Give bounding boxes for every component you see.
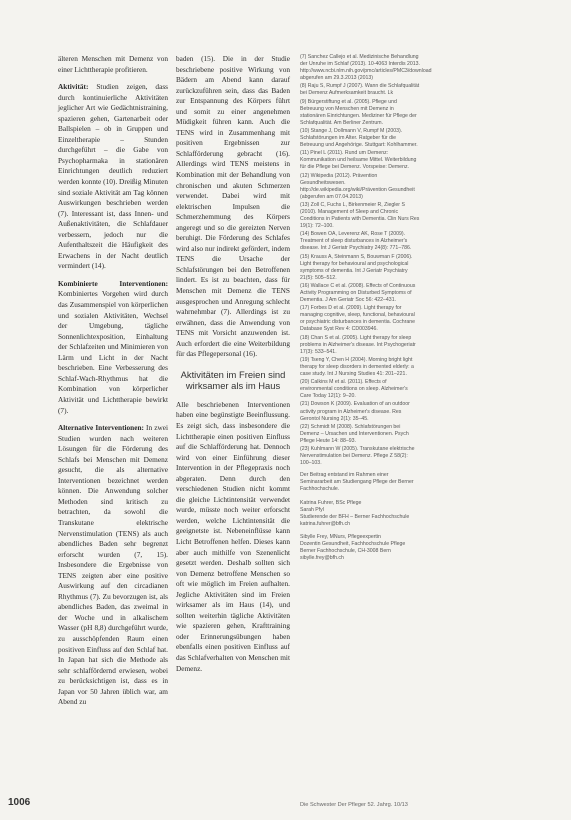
text-column-left (58, 54, 168, 708)
reference-item: (18) Chan S et al. (2005). Light therapy for sleep problems in Alzheimer's disease. Int Psychogeriatr 17(3): 533–541. (300, 334, 416, 355)
body-alternative: In zwei Studien wurden nach weiteren Lösungen für die Förderung des Schlafs bei Menschen mit Demenz gesucht, die als alternative Interventionen bezeichnet werden können. Die Anwendung solcher Methoden sind kritisch zu betrachten, da sowohl die Transkutane elektrische Nervenstimulation (TENS) als auch abendliches Baden sehr begrenzt erforscht wurden (7, 15). Insbesondere die Ergebnisse von TENS zeigten aber eine positive Auswirkung auf den circadianen Rhythmus (7). Zu bevorzugen ist, als abendliches Baden, das zweimal in der Woche und in alkalischem Wasser (pH 8,8) durchgeführt wurde, zu ausschöpfenden Raum einen positiven Einfluss auf den Schlaf hat. In Japan hat sich die Methode als sehr schlaffördernd erwiesen, wobei zu berücksichtigen ist, dass es in Japan vor 50 Jahren üblich war, am Abend zu (58, 423, 168, 707)
reference-item: (13) Zoll C, Fuchs L, Birkenmeier R, Ziegler S (2010). Management of Sleep and Chronic Conditions in Patients with Dementia. Clin Nurs Res 19(1): 72–100. (300, 201, 420, 230)
author-block: Katrina Fuhrer, BSc Pflege Sarah Pfyl Studierende der BFH – Berner Fachhochschule katrina.fuhrer@bfh.ch (300, 499, 410, 527)
lead-activity: Aktivität: (58, 82, 89, 92)
reference-item: (17) Forbes D et al. (2009). Light therapy for managing cognitive, sleep, functional, behavioural or psychiatric disturbances in dementia. Cochrane Database Syst Rev 4: CD003946. (300, 305, 416, 333)
author-block: Sibylle Frey, MNurs, Pflegeexpertin Dozentin Gesundheit, Fachhochschule Pflege Berner Fachhochschule, CH-3008 Bern sibylle.frey@bfh.ch (300, 533, 406, 562)
reference-item: (7) Sanchez Callejo et al. Medizinische Behandlung der Unruhe im Schlaf (2013). 10-4063 Interdis 2013. http://www.ncbi.nlm.nih.gov/pmc/articles/PMC3/download abgerufen am 29.3.2013 (2013) (300, 54, 432, 82)
paragraph-combined (58, 279, 168, 416)
reference-item: (11) Pinel L (2011). Rund um Demenz: Kommunikation und heilsame Mittel. Weiterbildung für die Pflege bei Demenz. Vorspeise: Demenz. (300, 150, 417, 171)
text-column-middle (176, 54, 290, 674)
paragraph-intro: älteren Menschen mit Demenz von einer Lichttherapie profitieren. (58, 54, 168, 74)
paragraph-alternative (58, 423, 168, 708)
lead-combined: Kombinierte Interventionen: (58, 278, 168, 288)
article-note: Der Beitrag entstand im Rahmen einer Seminararbeit am Studiengang Pflege der Berner Fachhochschule. (300, 472, 414, 493)
reference-item: (9) Bürgerstiftung et al. (2005). Pflege und Betreuung von Menschen mit Demenz in stationären Einrichtungen. Mediziner für Pflege der Schlafqualität. Am Berliner Zentrum. (300, 98, 417, 126)
reference-item: (8) Raju S, Rumpf J (2007). Wann die Schlafqualität bei Demenz Aufmerksamkeit braucht. Lk (300, 83, 420, 97)
reference-item: (10) Stange J, Dollmann V, Rumpf M (2003). Schlafstörungen im Alter. Ratgeber für die Betreuung und Angehörige. Stuttgart: Kohlhammer. (300, 127, 418, 149)
reference-item: (22) Schmidt M (2008). Schlafstörungen bei Demenz – Ursachen und Interventionen. Psych Pflege Heute 14: 88–93. (300, 423, 409, 444)
paragraph-activity (58, 82, 168, 272)
reference-list (300, 54, 432, 467)
reference-item: (23) Kuhlmann W (2005). Transkutane elektrische Nervenstimulation bei Demenz. Pflege Z 58(2): 100–103. (300, 445, 415, 467)
body-activity: Studien zeigen, dass durch kontinuierliche Aktivitäten jeglicher Art wie Gedächtnistraining, spazieren gehen, Gartenarbeit oder Ballspielen – ob in Gruppen und Einzeltherapie – Stunden durchgeführt – die Gabe von Psychopharmaka in stationären Einrichtungen deutlich reduziert werden konnte (10). Dreißig Minuten sind soziale Aktivität am Tag können Auswirkungen beschrieben werden (7). Interessant ist, dass Innen- und Außenaktivitäten, die Schlafdauer verbessern, jedoch nur die Aufenthaltszeit die Häufigkeit des Erwachens in der Nacht deutlich vermindert (14). (58, 82, 168, 271)
lead-alternative: Alternative Interventionen: (58, 423, 144, 433)
page-number: 1006 (8, 797, 31, 808)
body-combined: Kombiniertes Vorgehen wird durch das Zusammenspiel von körperlichen und sozialen Aktivitäten, Wechsel der Umgebung, tägliche Sonnenlichtexposition, Einhaltung der Schlafzeiten und Minimieren von Lärm und Licht in der Nacht beschrieben. Eine Verbesserung des Schlaf-Wach-Rhythmus hat die Kombination von körperlicher Aktivität und Lichttherapie bewirkt (7). (58, 289, 168, 415)
journal-footer: Die Schwester Der Pfleger 52. Jahrg. 10/13 (300, 802, 408, 808)
reference-item: (16) Wallace C et al. (2008). Effects of Continuous Activity Programming on Disturbed Symptoms of Dementia. J Am Geriatr Soc 56: 422–431. (300, 282, 416, 304)
reference-item: (12) Wikipedia (2012). Prävention Gesundheitswesen. http://de.wikipedia.org/wiki/Prävention Gesundheit (abgerufen am 07.04.2013) (300, 172, 415, 200)
reference-item: (20) Calkins M et al. (2011). Effects of environmental conditions on sleep. Alzheimer's Care Today 12(1): 9–20. (300, 379, 408, 400)
references-column (300, 54, 432, 562)
reference-item: (14) Bowen OA, Leverenz AK, Rose T (2009). Treatment of sleep disturbances in Alzheimer's disease. Int J Geriatr Psychiatry 24(8): 771–786. (300, 231, 412, 252)
reference-item: (19) Tseng Y, Chen H (2004). Morning bright light therapy for sleep disorders in demented elderly: a case study. Int J Nursing Studies 41: 201–221. (300, 356, 414, 378)
reference-item: (21) Dowson K (2009). Evaluation of an outdoor activity program in Alzheimer's disease. Res Gerontol Nursing 2(1): 35–45. (300, 401, 410, 422)
paragraph-outdoor: Alle beschriebenen Interventionen haben eine begünstigte Beeinflussung. Es zeigt sich, dass insbesondere die Lichttherapie einen positiven Einfluss auf die Schlafförderung hat. Dennoch wird von einer Einführung dieser Intervention in der Pflegepraxis noch abgeraten. Denn durch den verschiedenen Studien nicht kommt die gleiche Lichtintensität verwendet wurde, müsste noch weiter erforscht werden, welche Lichtintensität die geeignetste ist. Nebeneinflüsse kann Licht Betroffenen helfen. Dieses kann aber auch mithilfe von Szenenlicht gesetzt werden. Deshalb sollten sich von Demenz betroffene Menschen so oft wie möglich im Freien aufhalten. Jegliche Aktivitäten sind im Freien wirksamer als im Haus (14), und sollten weiterhin tägliche Aktivitäten wie spazieren gehen, Krafttraining oder Erinnerungsübungen haben ebenfalls einen positiven Einfluss auf das Schlafverhalten von Menschen mit Demenz. (176, 399, 290, 673)
reference-item: (15) Krauss A, Steinmann S, Bouwman F (2006). Light therapy for behavioural and psychological symptoms of dementia. Int J Geriatr Psychiatry 21(5): 505–512. (300, 253, 413, 281)
section-heading: Aktivitäten im Freien sind wirksamer als im Haus (180, 368, 286, 392)
paragraph-bathing: baden (15). Die in der Studie beschriebene positive Wirkung von Bädern am Abend kann darauf zurückzuführen sein, dass das Baden zur Entspannung des Körpers führt und somit zu einer angenehmen Müdigkeit führen kann. Auch die TENS wird in Zusammenhang mit positiven Ergebnissen zur Schlafförderung gebracht (16). Allerdings wird TENS meistens in Kombination mit der Behandlung von chronischen und akuten Schmerzen verwendet. Dabei wird mit elektrischen Impulsen die Schmerzhemmung des Körpers angeregt und so die gereizten Nerven beruhigt. Die Förderung des Schlafes wird also nur indirekt gefördert, indem TENS die Ursache der Schlafstörungen bei den Betroffenen lindert. Es ist zu beachten, dass für Menschen mit Demenz die TENS ausgesprochen und Anregung schlecht wahrnehmbar (7). Allerdings ist zu erwähnen, dass die Anwendung von TENS mit Vorsicht anzuwenden ist. Auch erfordert die eine Weiterbildung für das Pflegepersonal (16). (176, 54, 290, 359)
